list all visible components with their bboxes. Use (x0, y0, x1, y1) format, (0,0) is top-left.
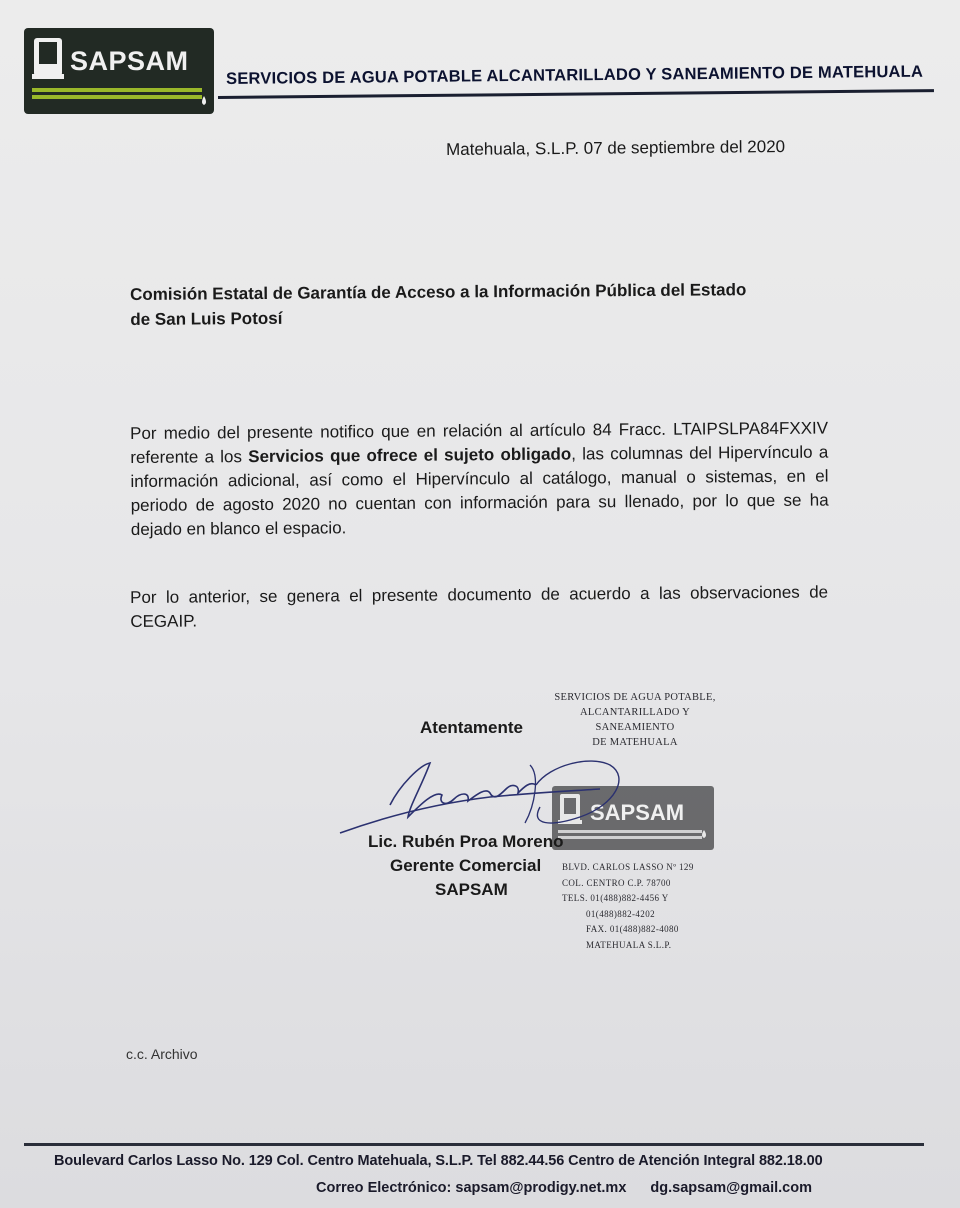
body-text-bold: Servicios que ofrece el sujeto obligado (248, 444, 572, 467)
sapsam-logo (24, 28, 214, 114)
addressee-line-1: Comisión Estatal de Garantía de Acceso a la Información Pública del Estado (130, 280, 747, 304)
header-title: SERVICIOS DE AGUA POTABLE ALCANTARILLADO Y SANEAMIENTO DE MATEHUALA (226, 62, 924, 88)
addressee (130, 277, 830, 332)
footer-email-1: Correo Electrónico: sapsam@prodigy.net.mx (316, 1180, 627, 1196)
footer-email-2: dg.sapsam@gmail.com (650, 1180, 812, 1196)
letter-date: Matehuala, S.L.P. 07 de septiembre del 2020 (446, 137, 786, 159)
stamp-line-3: SANEAMIENTO (595, 722, 675, 733)
closing-atentamente: Atentamente (420, 718, 523, 737)
stamp-address-line: 01(488)882-4202 (586, 908, 655, 919)
footer-divider (24, 1143, 924, 1146)
stamp-header (540, 690, 730, 750)
body-text-end: , las columnas del Hipervínculo a información adicional, así como el Hipervínculo al catálogo, manual o sistemas, en el periodo de agosto 2020 no cuentan con información para su llenado, por lo que se ha dejado en blanco el espacio. (130, 442, 829, 539)
stamp-line-1: SERVICIOS DE AGUA POTABLE, (554, 692, 716, 703)
footer-address: Boulevard Carlos Lasso No. 129 Col. Centro Matehuala, S.L.P. Tel 882.44.56 Centro de Atención Integral 882.18.00 (54, 1153, 823, 1169)
carbon-copy: c.c. Archivo (126, 1046, 198, 1062)
signatory-org: SAPSAM (435, 880, 508, 899)
stamp-address-line: COL. CENTRO C.P. 78700 (562, 877, 671, 888)
stamp-address-line: BLVD. CARLOS LASSO Nº 129 (562, 862, 694, 872)
stamp-line-4: DE MATEHUALA (592, 737, 678, 748)
stamp-address-line: MATEHUALA S.L.P. (586, 939, 672, 950)
addressee-line-2: de San Luis Potosí (130, 308, 283, 329)
stamp-address (562, 860, 722, 953)
logo-text: SAPSAM (70, 46, 189, 76)
body-paragraph-2: Por lo anterior, se genera el presente documento de acuerdo a las observaciones de CEGAIP. (130, 582, 829, 631)
body-paragraph-1 (130, 417, 829, 542)
signatory-role: Gerente Comercial (390, 856, 542, 875)
body-text-start: Por medio del presente notifico que en relación al artículo 84 Fracc. LTAIPSLPA84FXXIV referente a los (130, 418, 829, 467)
stamp-line-2: ALCANTARILLADO Y (579, 707, 690, 718)
stamp-logo-text: SAPSAM (590, 800, 685, 825)
stamp-address-line: TELS. 01(488)882-4456 Y (562, 893, 669, 903)
stamp-address-line: FAX. 01(488)882-4080 (586, 924, 679, 934)
signatory-name: Lic. Rubén Proa Moreno (368, 832, 564, 851)
header-divider (218, 89, 934, 99)
footer-contact (316, 1180, 812, 1196)
